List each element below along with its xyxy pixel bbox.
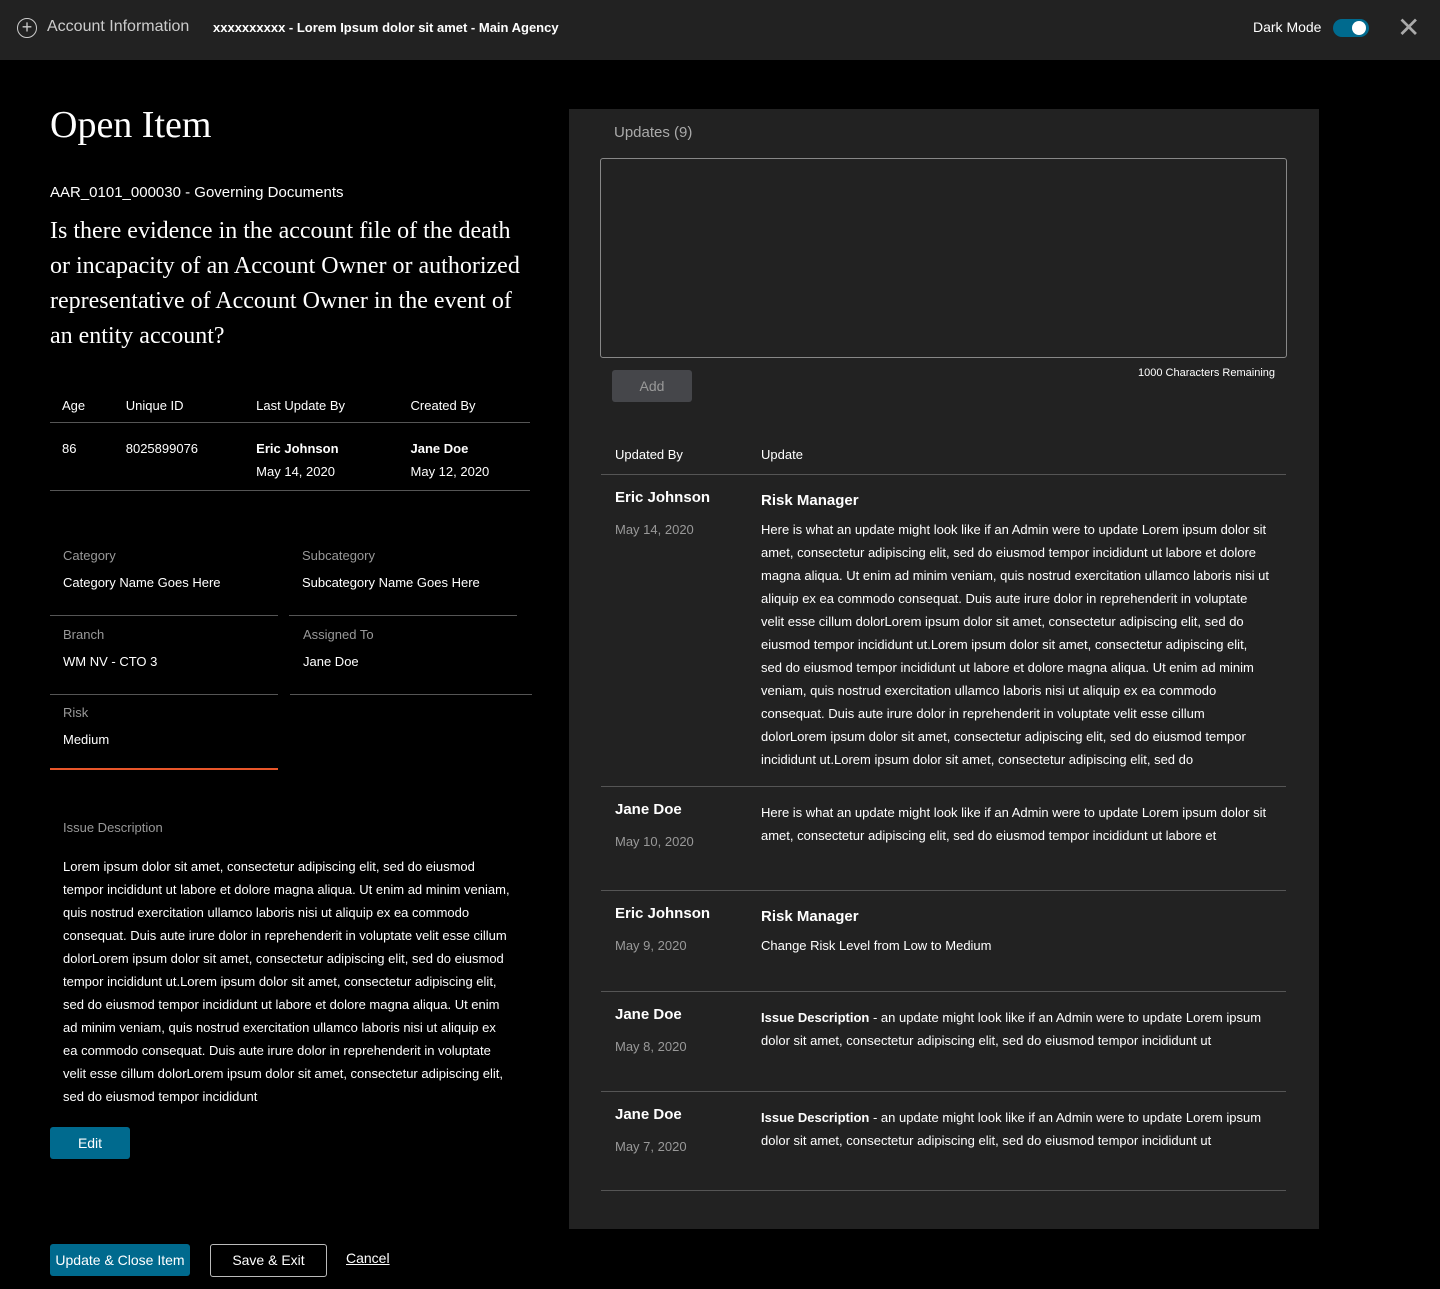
- age-value: 86: [62, 441, 77, 456]
- update-date: May 9, 2020: [615, 938, 687, 953]
- update-row: [601, 786, 1286, 890]
- updater-name: Jane Doe: [615, 1106, 682, 1123]
- risk-label: Risk: [63, 705, 89, 720]
- characters-remaining: 1000 Characters Remaining: [1138, 367, 1275, 379]
- update-row: [601, 890, 1286, 991]
- item-question: Is there evidence in the account file of the death or incapacity of an Account Owner or authorized representative of Account Owner in the event of an entity account?: [50, 218, 520, 349]
- updater-name: Jane Doe: [615, 801, 682, 818]
- update-content: [761, 1006, 1271, 1052]
- issue-description-text: Lorem ipsum dolor sit amet, consectetur adipiscing elit, sed do eiusmod tempor incididunt ut labore et dolore magna aliqua. Ut enim ad minim veniam, quis nostrud exercitation ullamco laboris nisi ut aliquip ex ea commodo consequat. Duis aute irure dolor in reprehenderit in voluptate velit esse cillum dolorLorem ipsum dolor sit amet, consectetur adipiscing elit, sed do eiusmod tempor incididunt ut.Lorem ipsum dolor sit amet, consectetur adipiscing elit, sed do eiusmod tempor incididunt ut labore et dolore magna aliqua. Ut enim ad minim veniam, quis nostrud exercitation ullamco laboris nisi ut aliquip ex ea commodo consequat. Duis aute irure dolor in reprehenderit in voluptate velit esse cillum dolorLorem ipsum dolor sit amet, consectetur adipiscing elit, sed do eiusmod tempor incididunt: [63, 859, 510, 1104]
- item-code: AAR_0101_000030 - Governing Documents: [50, 184, 344, 201]
- update-text: - an update might look like if an Admin were to update Lorem ipsum dolor sit amet, consectetur adipiscing elit, sed do eiusmod tempor incididunt ut: [761, 1110, 1262, 1148]
- category-label: Category: [63, 548, 116, 563]
- updates-panel: [569, 109, 1319, 1229]
- header-bar: [0, 0, 1440, 60]
- risk-value: Medium: [63, 732, 110, 747]
- update-date: May 8, 2020: [615, 1039, 687, 1054]
- unique-id-value: 8025899076: [125, 441, 199, 456]
- page-title: Open Item: [50, 104, 212, 146]
- category-field[interactable]: [50, 536, 278, 616]
- header-title: Account Information: [47, 18, 190, 35]
- dark-mode-toggle[interactable]: [1333, 19, 1369, 37]
- update-content: [761, 1106, 1271, 1152]
- col-update: Update: [761, 447, 803, 462]
- branch-value: WM NV - CTO 3: [63, 654, 158, 669]
- dark-mode-label: Dark Mode: [1253, 19, 1322, 35]
- update-content: [761, 905, 1271, 957]
- header-unique-id: Unique ID: [125, 397, 184, 413]
- updater-name: Eric Johnson: [615, 905, 711, 922]
- category-value: Category Name Goes Here: [63, 575, 221, 590]
- updates-title: Updates (9): [614, 124, 693, 141]
- last-update-date: May 14, 2020: [256, 464, 335, 479]
- save-exit-button[interactable]: Save & Exit: [210, 1244, 327, 1277]
- header-created-by: Created By: [410, 397, 476, 413]
- update-text: Change Risk Level from Low to Medium: [761, 938, 992, 953]
- update-title: Risk Manager: [761, 908, 859, 925]
- update-date: May 7, 2020: [615, 1139, 687, 1154]
- edit-button[interactable]: Edit: [50, 1127, 130, 1159]
- updater-name: Jane Doe: [615, 1006, 682, 1023]
- risk-field[interactable]: [50, 693, 278, 770]
- update-row: [601, 991, 1286, 1091]
- close-icon[interactable]: ✕: [1397, 12, 1421, 43]
- divider: [601, 1190, 1286, 1191]
- header-last-update: Last Update By: [256, 397, 346, 413]
- created-date: May 12, 2020: [410, 464, 490, 479]
- assigned-value: Jane Doe: [303, 654, 359, 669]
- issue-description-label: Issue Description: [63, 820, 163, 835]
- update-title: Risk Manager: [761, 492, 859, 509]
- assigned-field[interactable]: [290, 615, 532, 695]
- cancel-link[interactable]: Cancel: [346, 1250, 390, 1266]
- branch-label: Branch: [63, 627, 105, 642]
- update-date: May 14, 2020: [615, 522, 694, 537]
- table-header: [50, 388, 530, 423]
- updater-name: Eric Johnson: [615, 489, 711, 506]
- branch-field[interactable]: [50, 615, 278, 695]
- update-text: - an update might look like if an Admin were to update Lorem ipsum dolor sit amet, consectetur adipiscing elit, sed do eiusmod tempor incididunt ut: [761, 1010, 1262, 1048]
- add-circle-icon[interactable]: +: [17, 18, 37, 38]
- assigned-label: Assigned To: [303, 627, 374, 642]
- update-prefix: Issue Description: [761, 1010, 870, 1025]
- update-content: [761, 801, 1271, 847]
- subcategory-value: Subcategory Name Goes Here: [302, 575, 480, 590]
- table-row: [50, 423, 530, 491]
- add-button[interactable]: Add: [612, 370, 692, 402]
- subcategory-field[interactable]: [289, 536, 517, 616]
- agency-name: xxxxxxxxxx - Lorem Ipsum dolor sit amet - Main Agency: [213, 20, 559, 35]
- update-content: [761, 489, 1271, 771]
- subcategory-label: Subcategory: [302, 548, 375, 563]
- created-by: Jane Doe: [410, 441, 469, 456]
- update-row: [601, 474, 1286, 786]
- col-updated-by: Updated By: [615, 447, 683, 462]
- update-prefix: Issue Description: [761, 1110, 870, 1125]
- info-table: [50, 388, 530, 491]
- header-age: Age: [62, 397, 86, 413]
- last-update-by: Eric Johnson: [256, 441, 339, 456]
- update-date: May 10, 2020: [615, 834, 694, 849]
- update-textarea[interactable]: [600, 158, 1287, 358]
- update-row: [601, 1091, 1286, 1190]
- update-close-button[interactable]: Update & Close Item: [50, 1244, 190, 1276]
- update-text: Here is what an update might look like if an Admin were to update Lorem ipsum dolor sit amet, consectetur adipiscing elit, sed do eiusmod tempor incididunt ut labore et dolore magna aliqua. Ut enim ad minim veniam, quis nostrud exercitation ullamco laboris nisi ut aliquip ex ea commodo consequat. Duis aute irure dolor in reprehenderit in voluptate velit esse cillum dolorLorem ipsum dolor sit amet, consectetur adipiscing elit, sed do eiusmod tempor incididunt ut.Lorem ipsum dolor sit amet, consectetur adipiscing elit, sed do eiusmod tempor incididunt ut labore et dolore magna aliqua. Ut enim ad minim veniam, quis nostrud exercitation ullamco laboris nisi ut aliquip ex ea commodo consequat. Duis aute irure dolor in reprehenderit in voluptate velit esse cillum dolorLorem ipsum dolor sit amet, consectetur adipiscing elit, sed do eiusmod tempor incididunt ut.Lorem ipsum dolor sit amet, consectetur adipiscing elit, sed do: [761, 522, 1269, 767]
- update-text: Here is what an update might look like if an Admin were to update Lorem ipsum dolor sit amet, consectetur adipiscing elit, sed do eiusmod tempor incididunt ut labore et: [761, 805, 1267, 843]
